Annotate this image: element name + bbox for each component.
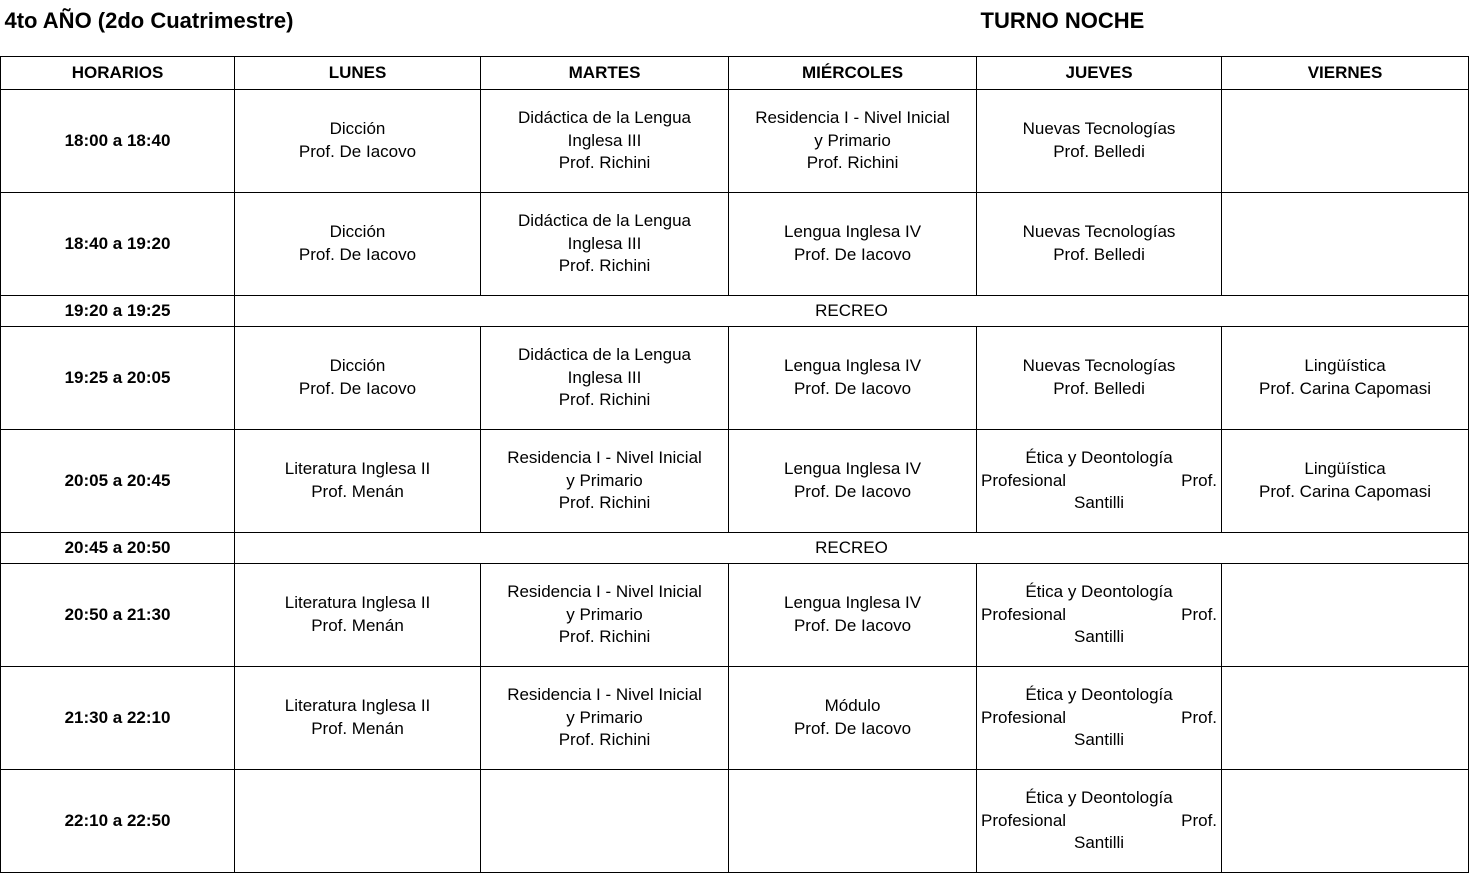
class-cell xyxy=(1222,667,1469,770)
class-cell-lines xyxy=(239,118,476,164)
class-cell-line: Prof. Richini xyxy=(558,627,651,647)
class-cell xyxy=(481,667,729,770)
class-cell xyxy=(729,667,977,770)
class-cell-line: Santilli xyxy=(1073,730,1125,750)
class-cell-line: Inglesa III xyxy=(567,233,642,253)
class-cell-line: Ética y Deontología xyxy=(1025,581,1173,601)
class-cell-line: Prof. Menán xyxy=(311,616,404,635)
class-cell-line: Prof. De Iacovo xyxy=(298,142,417,161)
document-title: 4to AÑO (2do Cuatrimestre) xyxy=(4,8,294,34)
class-cell-line: Módulo xyxy=(824,696,881,716)
class-cell-line: Dicción xyxy=(329,222,386,242)
class-cell-lines xyxy=(981,447,1217,516)
class-cell-line: Prof. Richini xyxy=(558,390,651,410)
class-cell-line: Prof. Richini xyxy=(558,730,651,750)
class-cell xyxy=(1222,327,1469,430)
class-cell-line: y Primario xyxy=(814,130,891,150)
class-cell-line: Lengua Inglesa IV xyxy=(784,593,922,613)
spacer-row xyxy=(1,36,1469,57)
header-martes: MARTES xyxy=(481,57,729,90)
class-cell-line-part: Prof. xyxy=(1181,470,1218,490)
class-cell xyxy=(1222,564,1469,667)
class-cell xyxy=(977,667,1222,770)
class-cell xyxy=(235,667,481,770)
class-cell xyxy=(977,90,1222,193)
class-cell xyxy=(481,193,729,296)
class-cell-line: Didáctica de la Lengua xyxy=(518,107,691,127)
spacer-cell-3 xyxy=(481,36,729,57)
class-cell-lines xyxy=(733,107,972,176)
class-cell-line: Prof. De Iacovo xyxy=(793,245,912,264)
class-cell-line: Santilli xyxy=(1073,493,1125,513)
class-cell-line: Prof. De Iacovo xyxy=(298,379,417,398)
class-cell-line: Nuevas Tecnologías xyxy=(1022,356,1176,376)
class-cell-line: Didáctica de la Lengua xyxy=(518,344,691,364)
spacer-cell-4 xyxy=(729,36,977,57)
class-cell-line: Dicción xyxy=(329,119,386,139)
class-cell-lines xyxy=(239,221,476,267)
class-cell-line: Santilli xyxy=(1073,833,1125,853)
schedule-row xyxy=(1,90,1469,193)
class-cell-line: Prof. De Iacovo xyxy=(298,245,417,264)
class-cell xyxy=(481,430,729,533)
class-cell-line: Prof. De Iacovo xyxy=(793,379,912,398)
class-cell-lines xyxy=(981,118,1217,164)
class-cell-line: y Primario xyxy=(566,604,643,624)
title-spacer-cell xyxy=(729,0,977,36)
class-cell-line: Prof. Richini xyxy=(806,153,899,173)
class-cell-line: Prof. Richini xyxy=(558,153,651,173)
class-cell xyxy=(481,564,729,667)
class-cell-lines xyxy=(485,107,724,176)
class-cell xyxy=(977,430,1222,533)
class-cell-line xyxy=(981,470,1217,493)
schedule-body xyxy=(1,0,1469,873)
class-cell xyxy=(729,327,977,430)
class-cell-line: Inglesa III xyxy=(567,367,642,387)
class-cell-line-part: Prof. xyxy=(1181,707,1218,727)
class-cell xyxy=(481,770,729,873)
class-cell-line: Ética y Deontología xyxy=(1025,787,1173,807)
class-cell-line: Inglesa III xyxy=(567,130,642,150)
time-slot-cell: 20:05 a 20:45 xyxy=(1,430,235,533)
time-slot-cell: 20:45 a 20:50 xyxy=(1,533,235,564)
class-cell-lines xyxy=(239,592,476,638)
schedule-row xyxy=(1,193,1469,296)
class-cell xyxy=(1222,430,1469,533)
class-cell-line: Santilli xyxy=(1073,627,1125,647)
time-slot-cell: 20:50 a 21:30 xyxy=(1,564,235,667)
class-cell xyxy=(1222,193,1469,296)
class-cell-line: Prof. Carina Capomasi xyxy=(1259,379,1432,398)
class-cell xyxy=(235,90,481,193)
spacer-cell-5 xyxy=(977,36,1222,57)
class-cell xyxy=(729,564,977,667)
class-cell xyxy=(729,193,977,296)
class-cell-line: Residencia I - Nivel Inicial xyxy=(507,684,702,704)
class-cell-line: Prof. Belledi xyxy=(1053,245,1145,264)
class-cell-line: Lingüística xyxy=(1304,459,1386,479)
class-cell-lines xyxy=(981,581,1217,650)
class-cell-lines xyxy=(733,355,972,401)
time-slot-cell: 22:10 a 22:50 xyxy=(1,770,235,873)
class-cell-line: Literatura Inglesa II xyxy=(284,593,431,613)
class-cell-lines xyxy=(981,684,1217,753)
break-row xyxy=(1,296,1469,327)
class-cell-line: Prof. De Iacovo xyxy=(793,482,912,501)
class-cell-lines xyxy=(485,210,724,279)
class-cell-lines xyxy=(239,695,476,741)
class-cell-line: Nuevas Tecnologías xyxy=(1022,119,1176,139)
class-cell-line-part: Profesional xyxy=(981,707,1067,727)
header-horarios: HORARIOS xyxy=(1,57,235,90)
class-cell-lines xyxy=(485,684,724,753)
header-jueves: JUEVES xyxy=(977,57,1222,90)
class-cell-line: Ética y Deontología xyxy=(1025,684,1173,704)
time-slot-cell: 19:20 a 19:25 xyxy=(1,296,235,327)
class-cell xyxy=(235,564,481,667)
class-cell-line: Residencia I - Nivel Inicial xyxy=(507,447,702,467)
class-cell-line: Prof. De Iacovo xyxy=(793,616,912,635)
class-cell-line: Prof. Richini xyxy=(558,493,651,513)
class-cell-lines xyxy=(981,355,1217,401)
class-cell-lines xyxy=(733,221,972,267)
break-cell: RECREO xyxy=(235,296,1469,327)
class-cell-lines xyxy=(981,221,1217,267)
class-cell-line-part: Prof. xyxy=(1181,604,1218,624)
time-slot-cell: 19:25 a 20:05 xyxy=(1,327,235,430)
spacer-cell-2 xyxy=(235,36,481,57)
class-cell-line-part: Profesional xyxy=(981,604,1067,624)
header-lunes: LUNES xyxy=(235,57,481,90)
class-cell-lines xyxy=(485,581,724,650)
schedule-row xyxy=(1,430,1469,533)
time-slot-cell: 18:40 a 19:20 xyxy=(1,193,235,296)
schedule-row xyxy=(1,770,1469,873)
class-cell xyxy=(729,770,977,873)
class-cell xyxy=(235,327,481,430)
class-cell-line: Didáctica de la Lengua xyxy=(518,210,691,230)
time-slot-cell: 18:00 a 18:40 xyxy=(1,90,235,193)
class-cell-line: Prof. Belledi xyxy=(1053,379,1145,398)
class-cell-lines xyxy=(733,458,972,504)
schedule-row xyxy=(1,667,1469,770)
title-row xyxy=(1,0,1469,36)
class-cell xyxy=(729,430,977,533)
class-cell-lines xyxy=(733,592,972,638)
class-cell xyxy=(1222,90,1469,193)
class-cell-line: Prof. Menán xyxy=(311,719,404,738)
class-cell xyxy=(1222,770,1469,873)
class-cell-line: Prof. Carina Capomasi xyxy=(1259,482,1432,501)
spacer-cell-6 xyxy=(1222,36,1469,57)
class-cell-line: Prof. De Iacovo xyxy=(793,719,912,738)
class-cell-line: Prof. Menán xyxy=(311,482,404,501)
class-cell-line-part: Profesional xyxy=(981,810,1067,830)
schedule-row xyxy=(1,327,1469,430)
class-cell xyxy=(729,90,977,193)
class-cell xyxy=(235,430,481,533)
class-cell-line xyxy=(981,707,1217,730)
break-row xyxy=(1,533,1469,564)
class-cell-line: Prof. Belledi xyxy=(1053,142,1145,161)
class-cell xyxy=(977,327,1222,430)
class-cell-line: Lingüística xyxy=(1304,356,1386,376)
class-cell xyxy=(481,90,729,193)
class-cell xyxy=(977,193,1222,296)
class-cell-line xyxy=(981,810,1217,833)
class-cell-line: Ética y Deontología xyxy=(1025,447,1173,467)
class-cell-line-part: Profesional xyxy=(981,470,1067,490)
class-cell xyxy=(481,327,729,430)
class-cell-line: Literatura Inglesa II xyxy=(284,459,431,479)
class-cell-lines xyxy=(485,447,724,516)
class-cell-line: y Primario xyxy=(566,707,643,727)
class-cell-line: Residencia I - Nivel Inicial xyxy=(755,107,950,127)
class-cell-line: y Primario xyxy=(566,470,643,490)
header-viernes: VIERNES xyxy=(1222,57,1469,90)
class-cell-line xyxy=(981,604,1217,627)
class-cell-line: Lengua Inglesa IV xyxy=(784,459,922,479)
class-cell-lines xyxy=(733,695,972,741)
class-cell xyxy=(235,193,481,296)
break-cell: RECREO xyxy=(235,533,1469,564)
class-cell-lines xyxy=(981,787,1217,856)
class-cell xyxy=(235,770,481,873)
class-cell-line: Dicción xyxy=(329,356,386,376)
class-cell-line: Nuevas Tecnologías xyxy=(1022,222,1176,242)
class-cell-lines xyxy=(485,344,724,413)
class-cell-lines xyxy=(239,458,476,504)
class-cell xyxy=(977,770,1222,873)
column-header-row xyxy=(1,57,1469,90)
class-cell-lines xyxy=(1226,355,1464,401)
class-cell-line: Prof. Richini xyxy=(558,256,651,276)
spacer-cell-1 xyxy=(1,36,235,57)
header-miercoles: MIÉRCOLES xyxy=(729,57,977,90)
schedule-row xyxy=(1,564,1469,667)
class-cell-lines xyxy=(1226,458,1464,504)
shift-label: TURNO NOCHE xyxy=(980,8,1145,34)
class-cell-line: Literatura Inglesa II xyxy=(284,696,431,716)
class-cell xyxy=(977,564,1222,667)
class-cell-line: Lengua Inglesa IV xyxy=(784,356,922,376)
class-cell-line: Residencia I - Nivel Inicial xyxy=(507,581,702,601)
class-cell-lines xyxy=(239,355,476,401)
class-cell-line: Lengua Inglesa IV xyxy=(784,222,922,242)
class-cell-line-part: Prof. xyxy=(1181,810,1218,830)
time-slot-cell: 21:30 a 22:10 xyxy=(1,667,235,770)
